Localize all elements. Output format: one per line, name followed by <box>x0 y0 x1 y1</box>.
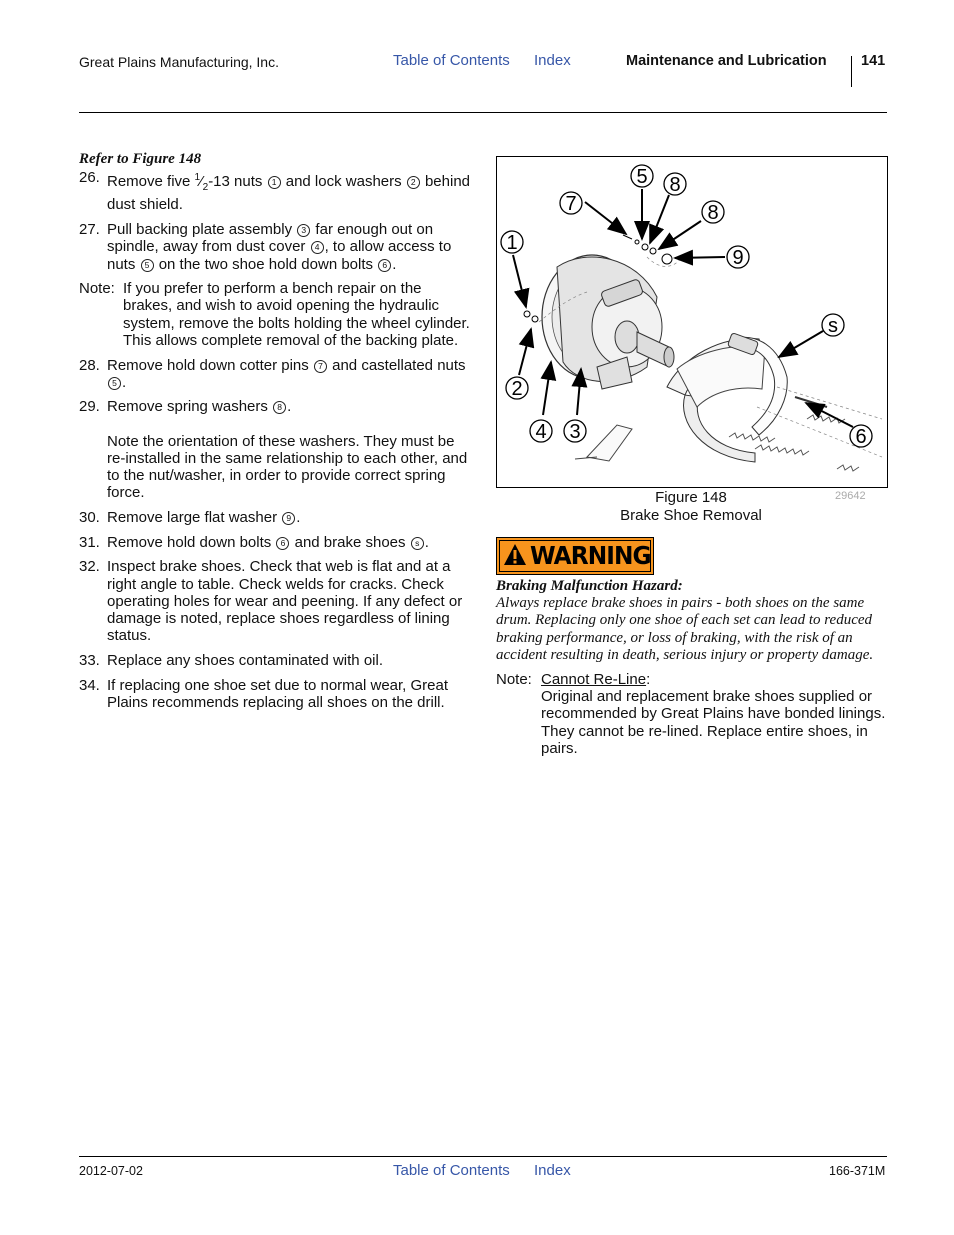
figure-caption-number: Figure 148 <box>655 489 727 506</box>
callout-label: 7 <box>565 193 577 215</box>
figure-caption <box>496 489 886 524</box>
step-27 <box>79 221 471 273</box>
step-number: 34. <box>79 676 100 694</box>
step-number: 33. <box>79 651 100 669</box>
note-text: Original and replacement brake shoes supplied or recommended by Great Plains have bonded linings. They cannot be re-lined. Replace entire shoes, in pairs. <box>541 688 886 757</box>
callout-label: 9 <box>732 247 744 269</box>
figure-caption-title: Brake Shoe Removal <box>620 506 762 524</box>
callout-4: 4 <box>311 241 324 254</box>
step-text: . <box>287 398 292 416</box>
fraction-numerator: 1 <box>194 172 201 184</box>
step-text: and castellated nuts <box>327 356 466 374</box>
step-text: far enough out on spindle, away from dust cover <box>107 221 434 256</box>
step-text: Remove hold down cotter pins <box>107 356 313 374</box>
step-31 <box>79 534 471 551</box>
step-number: 29. <box>79 398 100 416</box>
callout-label: 8 <box>707 202 719 224</box>
callout-1: 1 <box>268 176 281 189</box>
section-title: Maintenance and Lubrication <box>626 53 827 69</box>
callout-3: 3 <box>297 224 310 237</box>
step-text: Remove hold down bolts <box>107 533 276 551</box>
callout-label: 1 <box>506 232 518 254</box>
step-number: 28. <box>79 356 100 374</box>
index-link-footer[interactable]: Index <box>534 1162 571 1179</box>
step-number: 32. <box>79 558 100 576</box>
note-cannot-reline <box>496 671 891 757</box>
callout-label: 3 <box>569 421 581 443</box>
step-text: and brake shoes <box>290 533 410 551</box>
page-number: 141 <box>861 53 886 69</box>
step-text: . <box>424 533 429 551</box>
step-text: . <box>122 373 127 391</box>
warning-label: WARNING <box>530 541 651 570</box>
left-column <box>79 151 471 711</box>
header-divider <box>851 56 852 87</box>
brake-assembly-illustration <box>497 157 887 487</box>
toc-link-footer[interactable]: Table of Contents <box>393 1162 510 1179</box>
callout-label: 4 <box>535 421 547 443</box>
header-rule <box>79 112 887 113</box>
footer-rule <box>79 1156 887 1157</box>
step-text: -13 nuts <box>208 173 267 191</box>
step-34 <box>79 677 471 711</box>
figure-reference: Refer to Figure 148 <box>79 151 202 167</box>
step-text: . <box>392 255 397 273</box>
step-text: and lock washers <box>281 173 406 191</box>
note-text: If you prefer to perform a bench repair on the brakes, and wish to avoid opening the hydraulic system, remove the bolts holding the wheel cylinder. This allows complete removal of the backing plate. <box>123 280 470 349</box>
step-text: Replace any shoes contaminated with oil. <box>107 651 383 669</box>
step-29 <box>79 398 471 501</box>
callout-2: 2 <box>407 176 420 189</box>
callout-9: 9 <box>282 512 295 525</box>
callout-6: 6 <box>276 537 289 550</box>
step-number: 31. <box>79 533 100 551</box>
callout-5: 5 <box>108 377 121 390</box>
hazard-title: Braking Malfunction Hazard: <box>496 578 683 594</box>
note-title: Cannot Re-Line <box>541 671 647 688</box>
step-text: Pull backing plate assembly <box>107 221 297 239</box>
step-29-orientation-note: Note the orientation of these washers. They must be re-installed in the same relationship to each other, and to the nut/washer, in order to provide correct spring force. <box>107 432 468 502</box>
footer-date: 2012-07-02 <box>79 1164 143 1178</box>
step-number: 30. <box>79 508 100 526</box>
step-text: on the two shoe hold down bolts <box>154 255 378 273</box>
footer-doc-number: 166-371M <box>829 1164 886 1178</box>
warning-message <box>496 578 891 664</box>
note-label: Note: <box>496 671 532 688</box>
step-text: behind dust shield. <box>107 173 471 214</box>
step-number: 27. <box>79 221 100 239</box>
step-26: 26. Remove five $^1⁄_2-13$ nuts 1 and lock washers 2 behind dust shield. <box>79 169 471 214</box>
step-text: Inspect brake shoes. Check that web is flat and at a right angle to table. Check welds for cracks. Check operating holes for wear and peening. If any defect or damage is noted, replace shoes regardless of lining status. <box>107 558 463 645</box>
hazard-text: Always replace brake shoes in pairs - both shoes on the same drum. Replacing only one shoe of each set can lead to reduced braking performance, or loss of braking, with the risk of an accident resulting in death, serious injury or property damage. <box>496 595 874 663</box>
step-text: Remove large flat washer <box>107 508 282 526</box>
fraction-denominator: 2 <box>202 182 209 194</box>
step-33 <box>79 652 471 669</box>
callout-8: 8 <box>273 401 286 414</box>
figure-148-brake-shoe-diagram <box>496 156 888 488</box>
step-32 <box>79 558 471 644</box>
callout-label: s <box>828 315 838 337</box>
step-text: , to allow access to nuts <box>107 238 452 273</box>
company-name: Great Plains Manufacturing, Inc. <box>79 54 279 70</box>
callout-6: 6 <box>378 259 391 272</box>
index-link-header[interactable]: Index <box>534 52 571 69</box>
step-number: 26. <box>79 169 100 187</box>
step-text: Remove spring washers <box>107 398 273 416</box>
step-text: . <box>296 508 301 526</box>
toc-link-header[interactable]: Table of Contents <box>393 52 510 69</box>
warning-badge <box>496 537 654 575</box>
warning-triangle-icon <box>503 543 527 567</box>
step-28 <box>79 357 471 391</box>
callout-label: 2 <box>511 378 523 400</box>
note-title-colon: : <box>646 671 651 688</box>
callout-label: 5 <box>636 166 648 188</box>
callout-label: 6 <box>855 426 867 448</box>
step-text: If replacing one shoe set due to normal wear, Great Plains recommends replacing all shoes on the drill. <box>107 676 449 711</box>
step-30 <box>79 509 471 526</box>
step-text: Remove five <box>107 173 195 191</box>
note-label: Note: <box>79 280 115 298</box>
note-bench-repair <box>79 280 471 349</box>
callout-s: s <box>411 537 424 550</box>
figure-ref-number: 29642 <box>835 490 866 502</box>
callout-5: 5 <box>141 259 154 272</box>
callout-label: 8 <box>669 174 681 196</box>
callout-7: 7 <box>314 360 327 373</box>
